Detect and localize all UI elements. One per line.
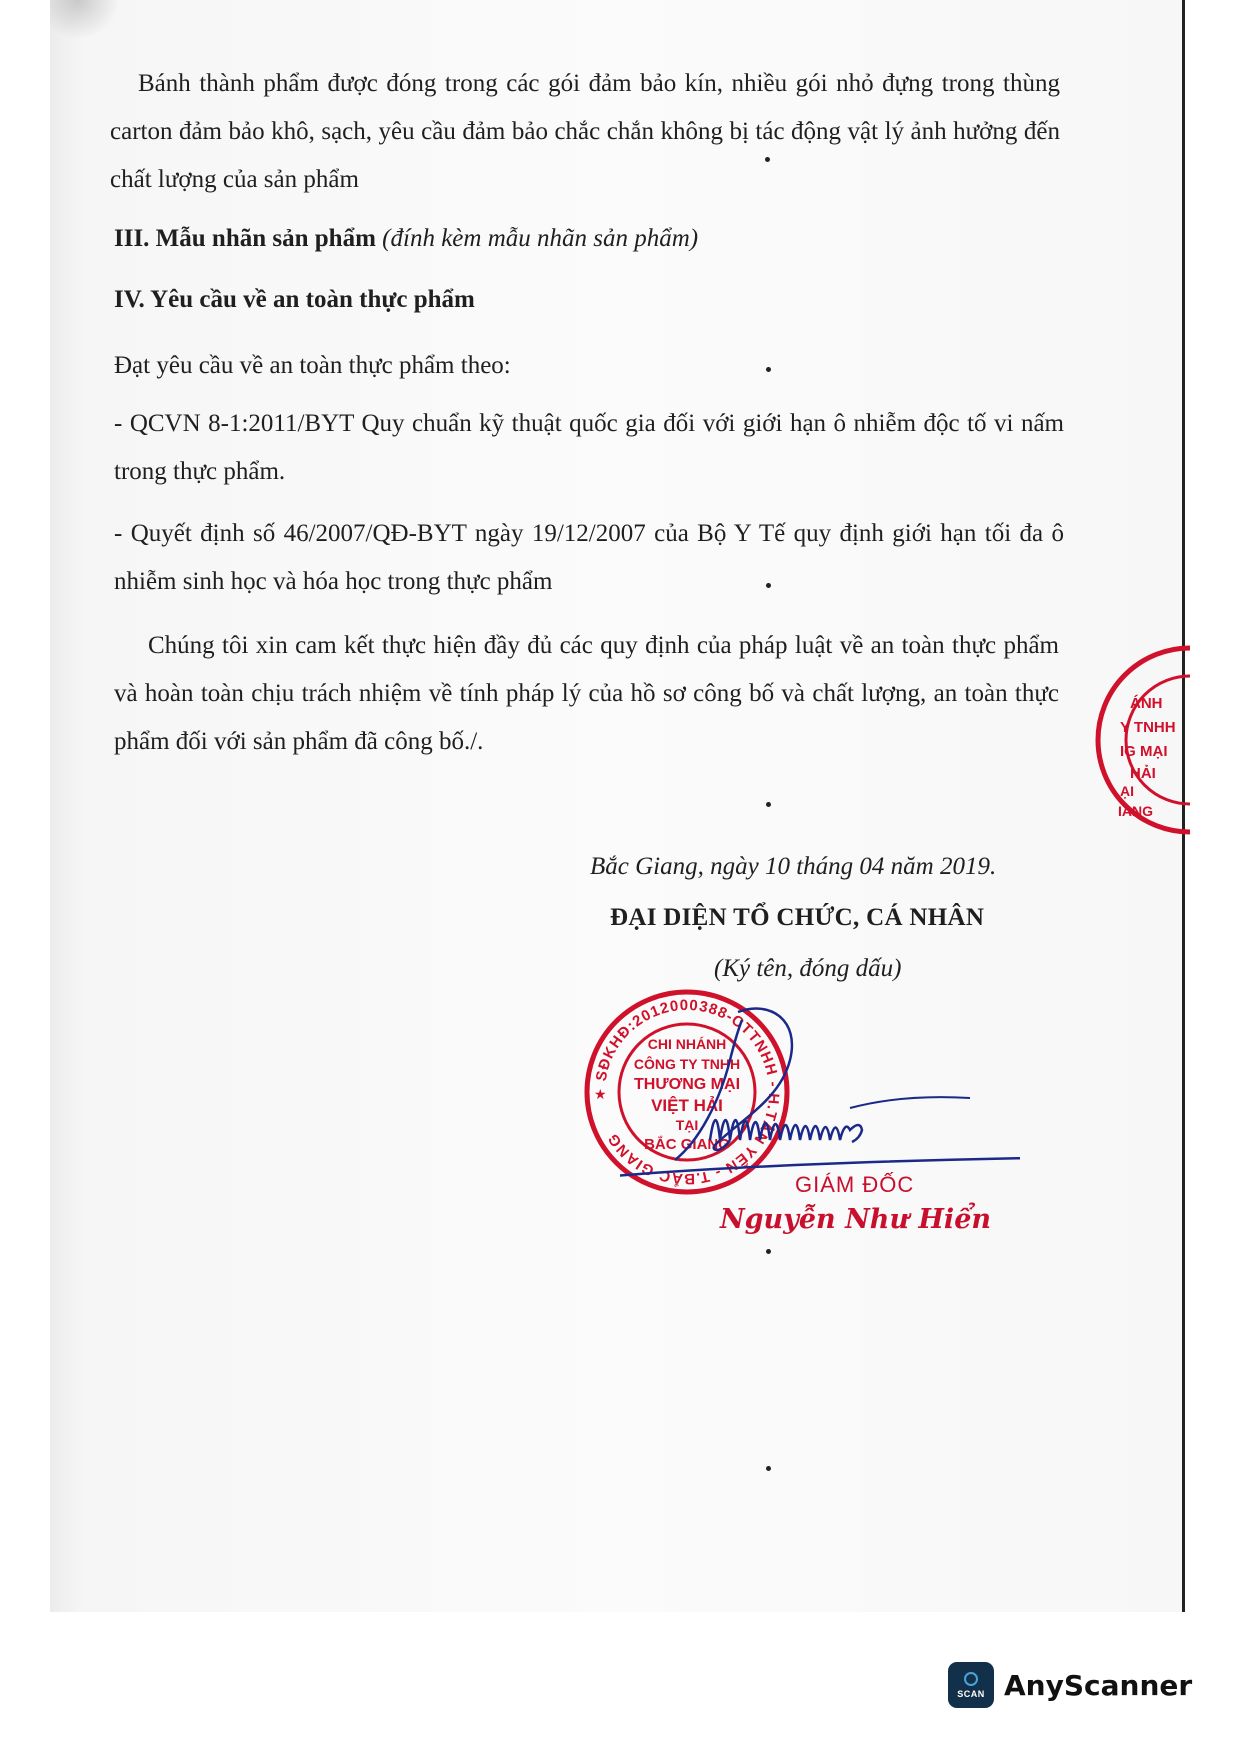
director-signature xyxy=(620,1000,1020,1200)
scan-dot xyxy=(766,367,771,372)
director-title: GIÁM ĐỐC xyxy=(795,1172,915,1197)
requirement-item-qcvn: - QCVN 8-1:2011/BYT Quy chuẩn kỹ thuật quốc gia đối với giới hạn ô nhiễm độc tố vi nấm trong thực phẩm. xyxy=(114,410,1064,485)
seal-line-3: THƯƠNG MẠI xyxy=(633,1076,741,1093)
representative-title: ĐẠI DIỆN TỔ CHỨC, CÁ NHÂN xyxy=(610,904,985,931)
scan-dot xyxy=(765,157,770,162)
scan-dot xyxy=(766,1466,771,1471)
food-safety-intro: Đạt yêu cầu về an toàn thực phẩm theo: xyxy=(114,352,511,379)
camera-lens-icon xyxy=(964,1672,978,1686)
svg-text:IANG: IANG xyxy=(1118,803,1153,819)
section-3-title: III. Mẫu nhãn sản phẩm xyxy=(114,225,376,252)
packaging-paragraph: Bánh thành phẩm được đóng trong các gói đảm bảo kín, nhiều gói nhỏ đựng trong thùng carton đảm bảo khô, sạch, yêu cầu đảm bảo chắc chắn không bị tác động vật lý ảnh hưởng đến chất lượng của sản phẩm xyxy=(110,70,1060,193)
commitment-paragraph: Chúng tôi xin cam kết thực hiện đầy đủ các quy định của pháp luật về an toàn thực phẩm và hoàn toàn chịu trách nhiệm về tính pháp lý của hồ sơ công bố và chất lượng, an toàn thực phẩm đối với sản phẩm đã công bố./. xyxy=(114,632,1059,755)
section-3-note: (đính kèm mẫu nhãn sản phẩm) xyxy=(382,225,699,252)
seal-ring-text: SĐKHĐ:2012000388-CTTNHH - H.TÂN YÊN - T.BẮC GIANG xyxy=(592,996,783,1188)
section-4-heading xyxy=(114,286,475,314)
requirement-item-decision: - Quyết định số 46/2007/QĐ-BYT ngày 19/12/2007 của Bộ Y Tế quy định giới hạn tối đa ô nhiễm sinh học và hóa học trong thực phẩm xyxy=(114,520,1064,595)
seal-line-4: VIỆT HẢI xyxy=(651,1096,723,1115)
seal-line-5: TẠI xyxy=(675,1117,699,1133)
seal-line-2: CÔNG TY TNHH xyxy=(633,1056,741,1072)
date-line: Bắc Giang, ngày 10 tháng 04 năm 2019. xyxy=(590,853,997,880)
scan-dot xyxy=(766,802,771,807)
scanner-logo-icon xyxy=(948,1662,994,1708)
seal-line-6: BẮC GIANG xyxy=(644,1136,730,1153)
seal-line-1: CHI NHÁNH xyxy=(647,1036,727,1052)
sign-note: (Ký tên, đóng dấu) xyxy=(714,955,902,982)
svg-text:ẠI: ẠI xyxy=(1120,783,1134,799)
svg-text:ÁNH: ÁNH xyxy=(1130,695,1163,712)
margin-seal-partial xyxy=(1090,640,1190,840)
scanner-brand-name: AnyScanner xyxy=(1004,1668,1193,1702)
seal-star-icon: ★ xyxy=(594,1087,607,1103)
director-name: Nguyễn Như Hiển xyxy=(720,1204,992,1235)
scanner-branding xyxy=(948,1660,1192,1710)
page-fold-shadow xyxy=(50,0,120,40)
svg-text:Y TNHH: Y TNHH xyxy=(1120,719,1176,736)
scanner-logo-text: SCAN xyxy=(957,1688,985,1699)
section-4-title: IV. Yêu cầu về an toàn thực phẩm xyxy=(114,286,475,313)
svg-text:IG MẠI: IG MẠI xyxy=(1120,743,1168,760)
scan-dot xyxy=(766,583,771,588)
section-3-heading xyxy=(114,225,698,253)
svg-text:HẢI: HẢI xyxy=(1130,765,1156,782)
scan-dot xyxy=(766,1249,771,1254)
